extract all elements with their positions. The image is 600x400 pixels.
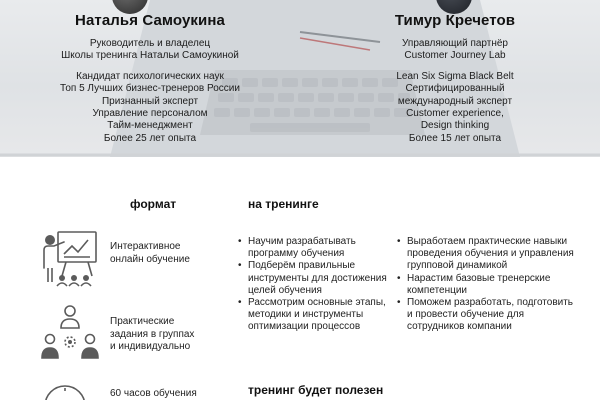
list-item: • Нарастим базовые тренерские компетенции (397, 273, 577, 297)
training-list-right (397, 236, 577, 334)
presentation-icon (40, 228, 100, 288)
format-item-text: 60 часов обучения (110, 388, 197, 399)
speaker-credential: Топ 5 Лучших бизнес-тренеров России (60, 83, 240, 95)
speaker-credential: Lean Six Sigma Black Belt (396, 70, 514, 82)
list-item: • Научим разрабатывать программу обучения (238, 236, 398, 260)
format-item-text: задания в группах (110, 328, 195, 340)
speaker-credential: Сертифицированный (405, 83, 505, 95)
speaker-name: Тимур Кречетов (394, 12, 516, 29)
speaker-role: Customer Journey Lab (404, 50, 506, 62)
speaker-card-krechetov (325, 12, 585, 145)
format-item-text: Интерактивное (110, 241, 181, 252)
training-list-left (238, 236, 398, 334)
list-item: • Поможем разработать, подготовить и провести обучение для сотрудников компании (397, 297, 577, 334)
list-item: • Подберём правильные инструменты для достижения целей обучения (238, 260, 398, 297)
speaker-role: Управляющий партнёр (402, 38, 508, 49)
format-item-text: онлайн обучение (110, 253, 190, 265)
speaker-credential: Customer experience, (406, 108, 504, 120)
speaker-credential: Design thinking (420, 120, 490, 132)
speaker-credential: Более 25 лет опыта (103, 132, 197, 144)
useful-heading: тренинг будет полезен (248, 383, 384, 397)
speaker-credential: международный эксперт (397, 95, 513, 107)
speaker-role: Руководитель и владелец (89, 38, 211, 49)
speaker-card-samoukina (20, 12, 280, 145)
clock-icon (40, 380, 100, 400)
speaker-credential: Признанный эксперт (101, 95, 199, 107)
training-heading: на тренинге (248, 197, 319, 211)
speakers-banner (0, 0, 600, 157)
speaker-credential: Кандидат психологических наук (76, 70, 224, 82)
speaker-credential: Тайм-менеджмент (107, 120, 193, 132)
speaker-credential: Управление персоналом (92, 108, 208, 120)
speaker-name: Наталья Самоукина (75, 12, 225, 29)
list-item: • Выработаем практические навыки проведения обучения и управления групповой динамикой (397, 236, 577, 273)
format-item-text: Практические (110, 316, 175, 327)
list-item: • Рассмотрим основные этапы, методики и инструменты оптимизации процессов (238, 297, 398, 334)
group-work-icon (40, 302, 100, 362)
speaker-credential: Более 15 лет опыта (408, 132, 502, 144)
format-heading: формат (130, 197, 177, 211)
speaker-role: Школы тренинга Натальи Самоукиной (61, 50, 239, 62)
format-item-text: и индивидуально (110, 341, 191, 352)
